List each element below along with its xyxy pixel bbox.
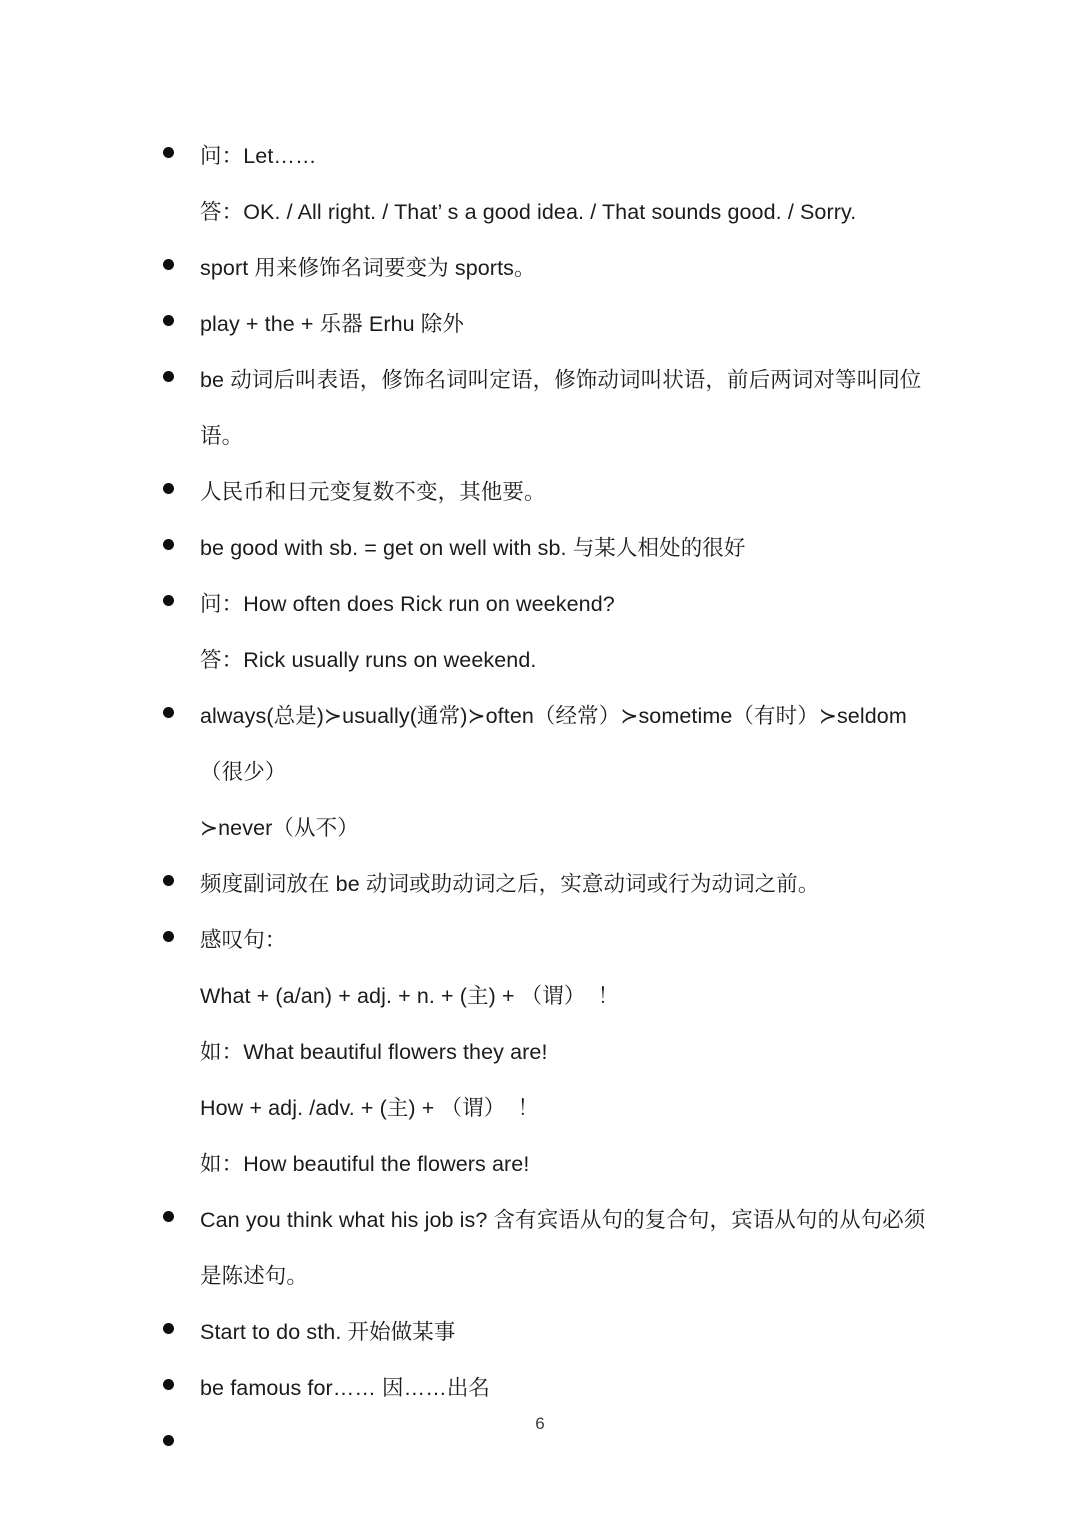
bullet-dot-icon <box>163 1323 174 1334</box>
bullet-dot-icon <box>163 1211 174 1222</box>
bullet-text: play + the + 乐器 Erhu 除外 <box>200 312 464 336</box>
bullet-continuation-text: ≻never（从不） <box>200 816 359 840</box>
bullet-dot-icon <box>163 707 174 718</box>
bullet-dot-icon <box>163 875 174 886</box>
bullet-text: be good with sb. = get on well with sb. 与某人相处的很好 <box>200 536 746 560</box>
bullet-dot-icon <box>163 1435 174 1446</box>
bullet-dot-icon <box>163 539 174 550</box>
bullet-dot-icon <box>163 931 174 942</box>
bullet-continuation-text: What + (a/an) + adj. + n. + (主) + （谓） ！ <box>200 984 620 1008</box>
bullet-item <box>160 1304 928 1360</box>
bullet-text: Start to do sth. 开始做某事 <box>200 1320 456 1344</box>
bullet-dot-icon <box>163 595 174 606</box>
bullet-text: always(总是)≻usually(通常)≻often（经常）≻sometime（有时）≻seldom（很少） <box>200 704 907 784</box>
bullet-dot-icon <box>163 1379 174 1390</box>
bullet-item <box>160 912 928 1192</box>
bullet-item <box>160 576 928 688</box>
bullet-dot-icon <box>163 483 174 494</box>
bullet-text: 频度副词放在 be 动词或助动词之后，实意动词或行为动词之前。 <box>200 872 820 896</box>
page-number: 6 <box>535 1414 545 1433</box>
bullet-item <box>160 520 928 576</box>
bullet-dot-icon <box>163 147 174 158</box>
bullet-item <box>160 128 928 240</box>
bullet-item <box>160 1360 928 1416</box>
bullet-item <box>160 240 928 296</box>
bullet-continuation-text: 如：How beautiful the flowers are! <box>200 1152 530 1176</box>
bullet-item <box>160 1192 928 1304</box>
bullet-text: Can you think what his job is? 含有宾语从句的复合句，宾语从句的从句必须是陈述句。 <box>200 1208 926 1288</box>
bullet-continuation-text: 答：Rick usually runs on weekend. <box>200 648 537 672</box>
bullet-continuation-text: 答：OK. / All right. / That’ s a good idea. / That sounds good. / Sorry. <box>200 200 857 224</box>
bullet-text: 问：How often does Rick run on weekend? <box>200 592 615 616</box>
bullet-item <box>160 688 928 856</box>
bullet-item <box>160 296 928 352</box>
bullet-text: sport 用来修饰名词要变为 sports。 <box>200 256 536 280</box>
bullet-text: 人民币和日元变复数不变，其他要。 <box>200 480 546 504</box>
bullet-list <box>160 128 928 1472</box>
bullet-text: be famous for…… 因……出名 <box>200 1376 491 1400</box>
bullet-item <box>160 352 928 464</box>
bullet-dot-icon <box>163 259 174 270</box>
bullet-text: 问：Let…… <box>200 144 317 168</box>
bullet-continuation-text: How + adj. /adv. + (主) + （谓） ！ <box>200 1096 540 1120</box>
bullet-dot-icon <box>163 371 174 382</box>
bullet-text: 感叹句： <box>200 928 287 952</box>
bullet-item <box>160 856 928 912</box>
bullet-dot-icon <box>163 315 174 326</box>
bullet-continuation-text: 如：What beautiful flowers they are! <box>200 1040 548 1064</box>
bullet-text: be 动词后叫表语，修饰名词叫定语，修饰动词叫状语，前后两词对等叫同位语。 <box>200 368 922 448</box>
bullet-item <box>160 464 928 520</box>
